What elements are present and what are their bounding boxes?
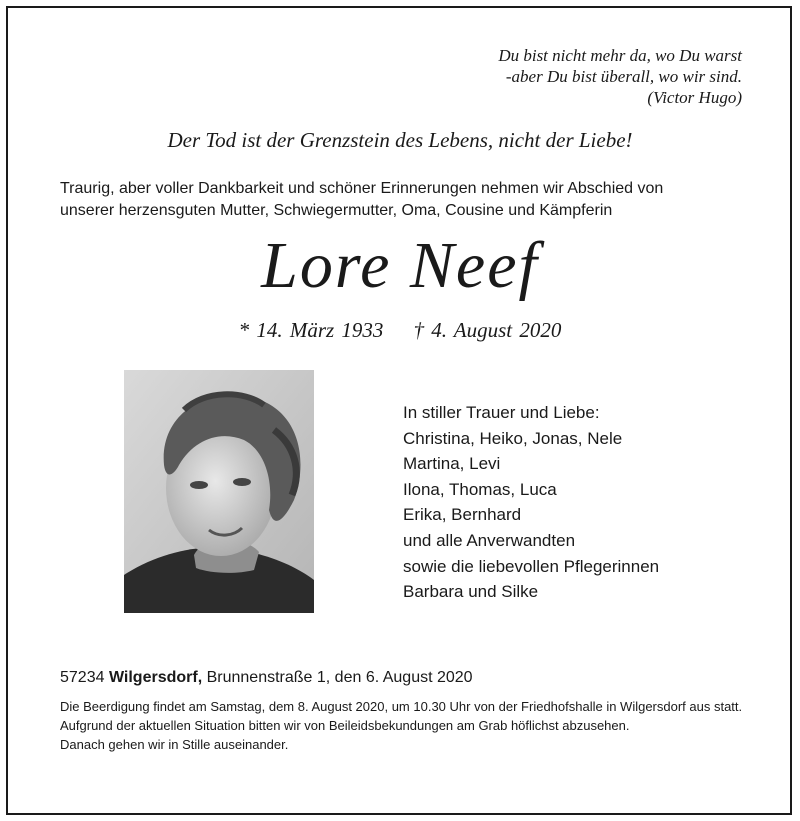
note-paragraph: Danach gehen wir in Stille auseinander.	[60, 737, 289, 752]
town: Wilgersdorf,	[108, 669, 203, 686]
address-line	[60, 669, 473, 687]
quote-line: -aber Du bist überall, wo wir sind.	[505, 67, 742, 86]
intro-text	[60, 178, 760, 222]
list-item: und alle Anverwandten	[403, 530, 576, 550]
birth-date: * 14. März 1933	[238, 318, 384, 342]
intro-line: unserer herzensguten Mutter, Schwiegermutter, Oma, Cousine und Kämpferin	[60, 202, 613, 219]
postcode: 57234	[60, 669, 105, 686]
intro-line: Traurig, aber voller Dankbarkeit und schöner Erinnerungen nehmen wir Abschied von	[60, 180, 664, 197]
street-date: Brunnenstraße 1, den 6. August 2020	[206, 669, 473, 686]
quote-author: (Victor Hugo)	[647, 88, 742, 107]
list-item: sowie die liebevollen Pflegerinnen	[403, 556, 660, 576]
note-paragraph: Die Beerdigung findet am Samstag, dem 8. August 2020, um 10.30 Uhr von der Friedhofshalle in Wilgersdorf aus statt.	[60, 699, 743, 714]
life-dates	[0, 318, 800, 343]
portrait-photo-icon	[124, 370, 314, 613]
portrait-photo	[124, 370, 314, 613]
mourners-list	[403, 400, 659, 605]
quote-line: Du bist nicht mehr da, wo Du warst	[498, 46, 742, 65]
note-paragraph: Aufgrund der aktuellen Situation bitten wir von Beileidsbekundungen am Grab höflichst abzusehen.	[60, 718, 630, 733]
list-item: Erika, Bernhard	[403, 505, 522, 525]
list-item: Barbara und Silke	[403, 582, 539, 602]
funeral-notes	[60, 698, 750, 755]
list-item: Christina, Heiko, Jonas, Nele	[403, 428, 623, 448]
deceased-name: Lore Neef	[261, 229, 539, 302]
mourners-heading: In stiller Trauer und Liebe:	[403, 403, 600, 422]
list-item: Ilona, Thomas, Luca	[403, 479, 557, 499]
epigraph-quote	[498, 45, 742, 108]
death-date: † 4. August 2020	[413, 318, 562, 342]
list-item: Martina, Levi	[403, 454, 501, 474]
motto: Der Tod ist der Grenzstein des Lebens, nicht der Liebe!	[167, 128, 633, 152]
